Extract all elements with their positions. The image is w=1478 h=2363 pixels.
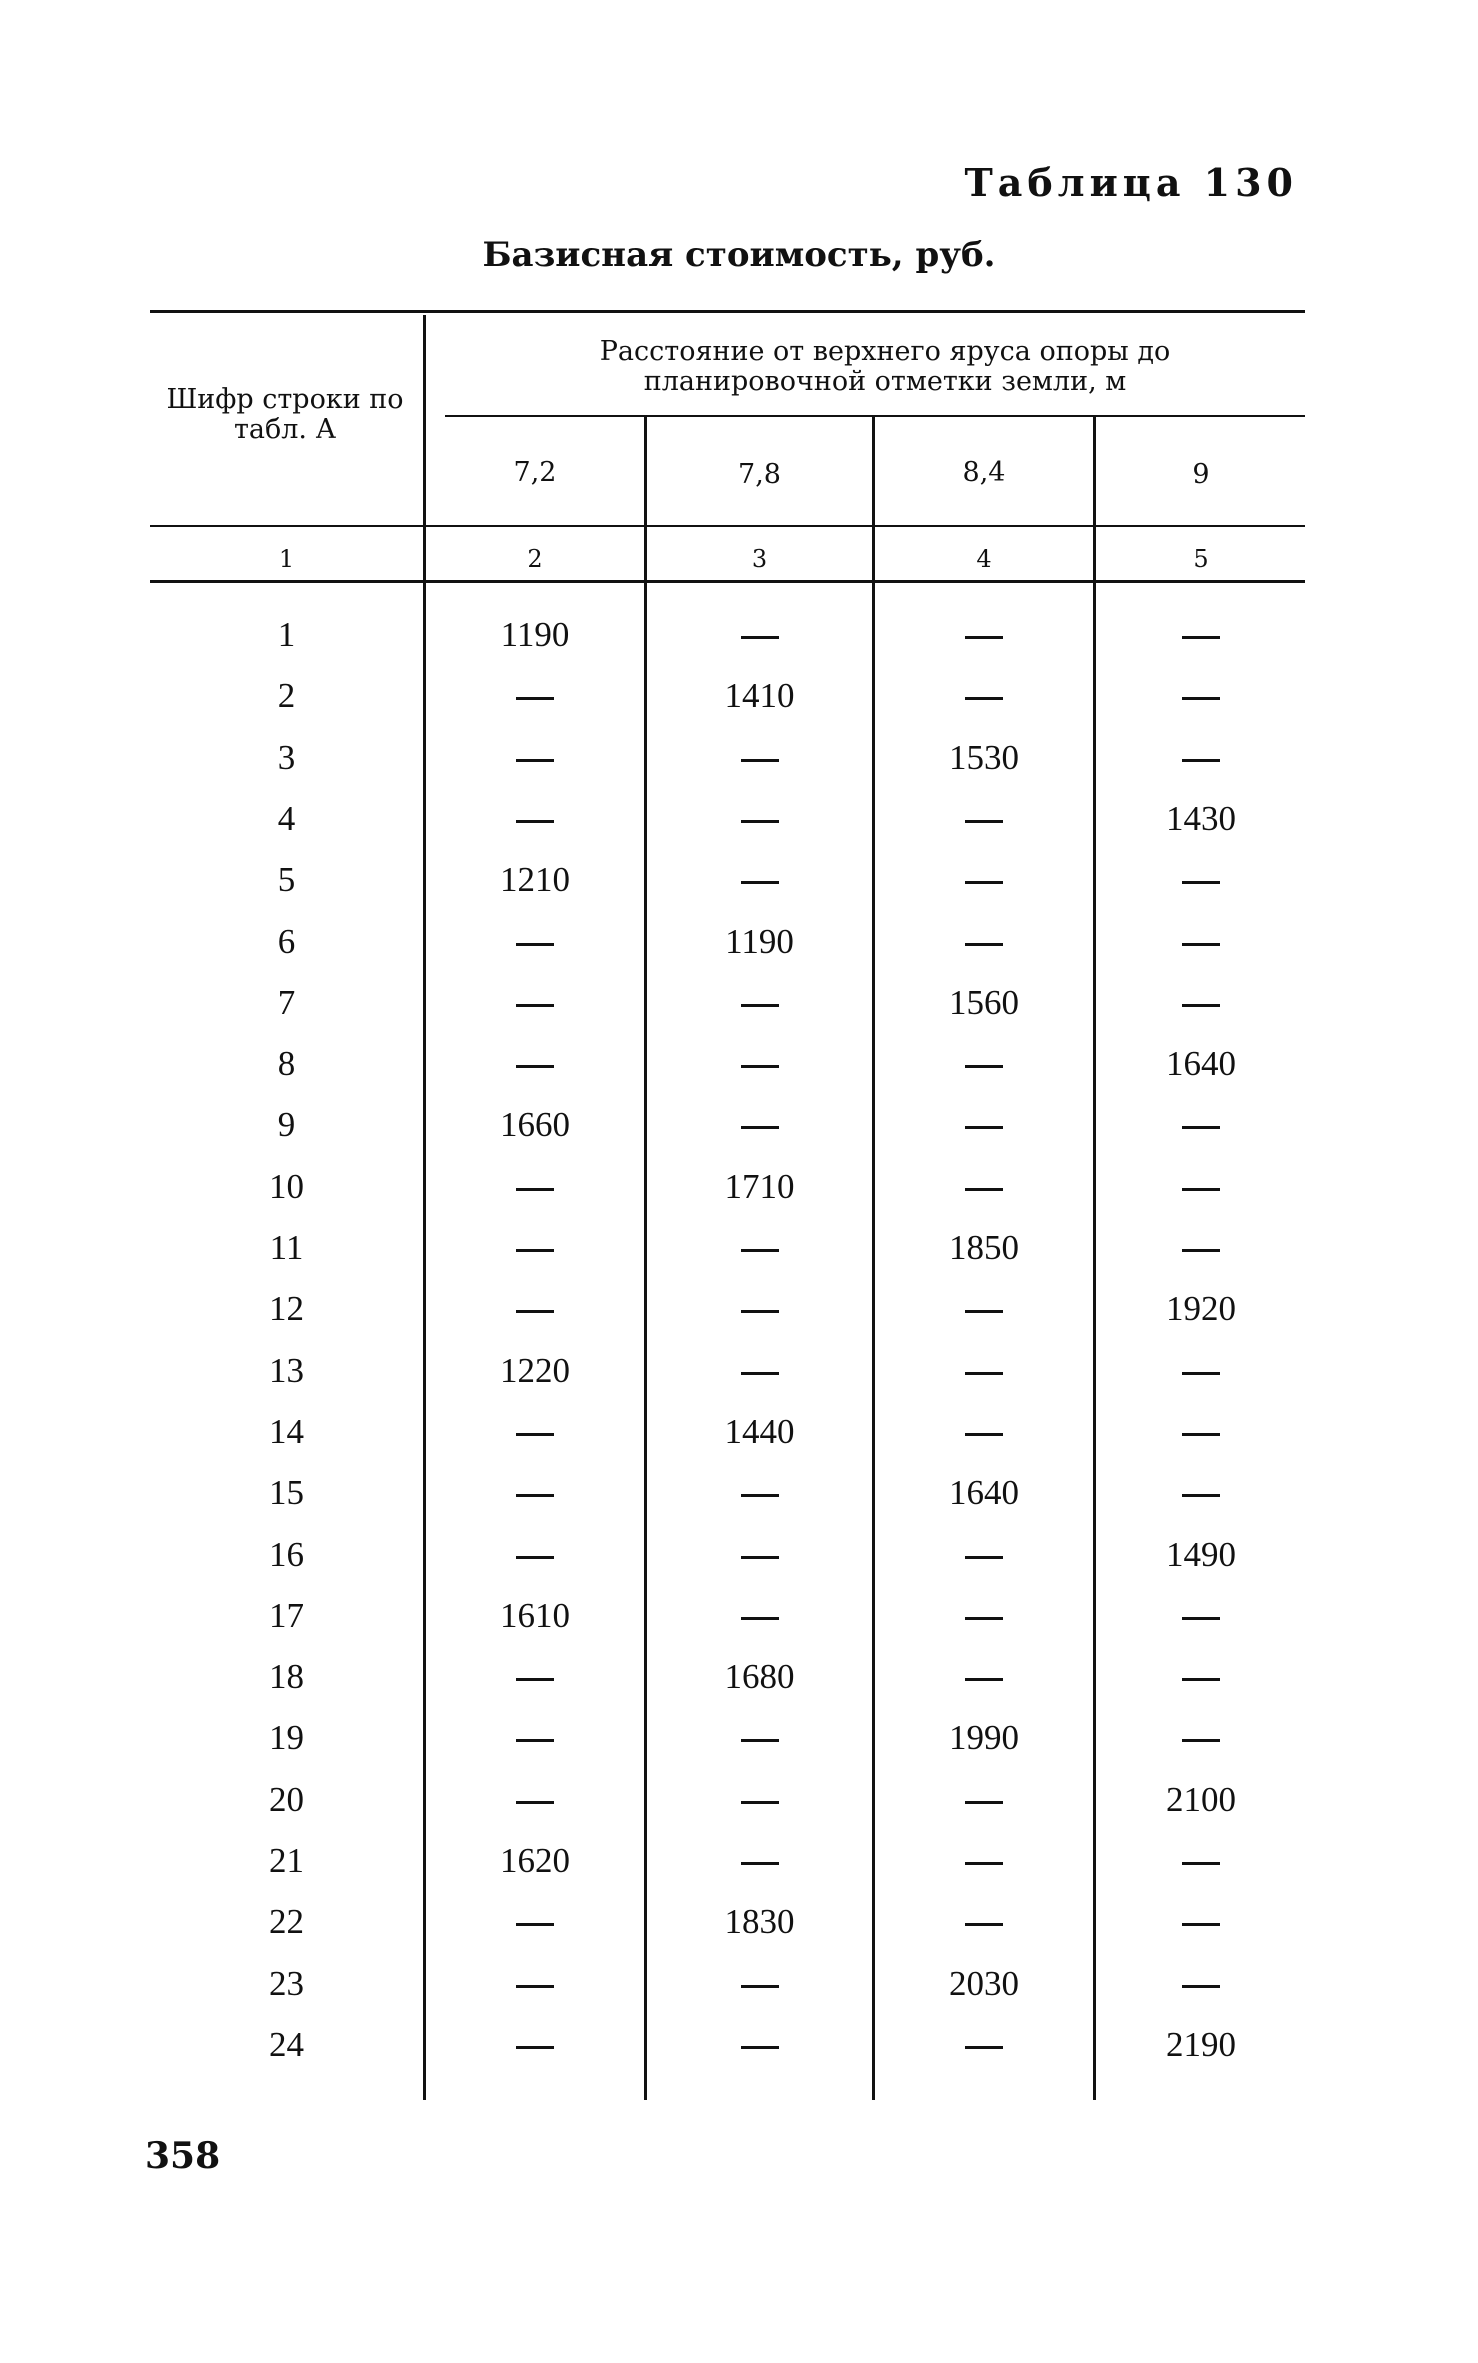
empty-dash-cell xyxy=(1096,1954,1306,2014)
dash-mark xyxy=(965,881,1003,884)
column-number: 5 xyxy=(1193,545,1209,573)
empty-dash-cell xyxy=(426,1402,644,1462)
dash-mark xyxy=(1182,943,1220,946)
empty-dash-cell xyxy=(647,1279,872,1339)
dash-mark xyxy=(741,759,779,762)
empty-dash-cell xyxy=(875,1402,1093,1462)
row-code-cell: 3 xyxy=(277,738,296,777)
empty-dash-cell xyxy=(875,605,1093,665)
row-code-cell: 12 xyxy=(269,1289,304,1328)
header-bottom-rule xyxy=(150,525,1305,527)
empty-dash-cell xyxy=(426,1279,644,1339)
empty-dash-cell xyxy=(875,2015,1093,2075)
dash-mark xyxy=(741,1739,779,1742)
empty-dash-cell xyxy=(426,1708,644,1768)
distance-header: 9 xyxy=(1192,459,1210,490)
dash-mark xyxy=(1182,881,1220,884)
column-number: 4 xyxy=(976,545,992,573)
empty-dash-cell xyxy=(647,1095,872,1155)
cost-value-cell: 1430 xyxy=(1166,799,1236,838)
empty-dash-cell xyxy=(1096,1341,1306,1401)
dash-mark xyxy=(516,1923,554,1926)
cost-value-cell: 1410 xyxy=(724,676,795,715)
dash-mark xyxy=(1182,1923,1220,1926)
distance-header: 7,8 xyxy=(738,459,781,490)
dash-mark xyxy=(965,943,1003,946)
cost-value-cell: 1610 xyxy=(500,1596,570,1635)
empty-dash-cell xyxy=(647,2015,872,2075)
dash-mark xyxy=(516,1556,554,1559)
group-header-rule xyxy=(445,415,1305,417)
distance-header: 7,2 xyxy=(513,457,557,488)
dash-mark xyxy=(965,1923,1003,1926)
cost-value-cell: 1640 xyxy=(949,1473,1019,1512)
empty-dash-cell xyxy=(1096,1095,1306,1155)
empty-dash-cell xyxy=(875,1157,1093,1217)
row-code-cell: 11 xyxy=(269,1228,304,1267)
empty-dash-cell xyxy=(1096,1647,1306,1707)
empty-dash-cell xyxy=(1096,1402,1306,1462)
empty-dash-cell xyxy=(426,1525,644,1585)
empty-dash-cell xyxy=(875,850,1093,910)
dash-mark xyxy=(965,1801,1003,1804)
empty-dash-cell xyxy=(1096,912,1306,972)
dash-mark xyxy=(741,1126,779,1129)
empty-dash-cell xyxy=(1096,850,1306,910)
dash-mark xyxy=(965,697,1003,700)
empty-dash-cell xyxy=(647,1034,872,1094)
empty-dash-cell xyxy=(647,850,872,910)
empty-dash-cell xyxy=(426,1218,644,1278)
row-code-cell: 18 xyxy=(269,1657,304,1696)
dash-mark xyxy=(741,1617,779,1620)
empty-dash-cell xyxy=(426,1954,644,2014)
table-label: Таблица 130 xyxy=(964,160,1298,205)
empty-dash-cell xyxy=(875,1095,1093,1155)
dash-mark xyxy=(1182,1985,1220,1988)
dash-mark xyxy=(1182,1249,1220,1252)
dash-mark xyxy=(516,1065,554,1068)
row-code-cell: 8 xyxy=(277,1044,296,1083)
cost-value-cell: 1530 xyxy=(949,738,1019,777)
dash-mark xyxy=(965,1617,1003,1620)
dash-mark xyxy=(965,1862,1003,1865)
dash-mark xyxy=(965,1065,1003,1068)
row-code-cell: 15 xyxy=(269,1473,304,1512)
dash-mark xyxy=(741,1494,779,1497)
row-code-cell: 9 xyxy=(277,1105,296,1144)
dash-mark xyxy=(965,1433,1003,1436)
dash-mark xyxy=(516,1678,554,1681)
row-code-cell: 17 xyxy=(269,1596,304,1635)
dash-mark xyxy=(516,1433,554,1436)
dash-mark xyxy=(516,1494,554,1497)
empty-dash-cell xyxy=(1096,1831,1306,1891)
empty-dash-cell xyxy=(647,605,872,665)
dash-mark xyxy=(965,1126,1003,1129)
empty-dash-cell xyxy=(426,1770,644,1830)
column-number: 2 xyxy=(527,545,543,573)
empty-dash-cell xyxy=(426,973,644,1033)
dash-mark xyxy=(965,1310,1003,1313)
dash-mark xyxy=(516,759,554,762)
row-code-cell: 4 xyxy=(277,799,296,838)
dash-mark xyxy=(965,1188,1003,1191)
distance-group-header: Расстояние от верхнего яруса опоры до планировочной отметки земли, м xyxy=(599,336,1171,397)
dash-mark xyxy=(516,1310,554,1313)
empty-dash-cell xyxy=(426,666,644,726)
empty-dash-cell xyxy=(875,1770,1093,1830)
row-code-cell: 23 xyxy=(269,1964,304,2003)
empty-dash-cell xyxy=(647,1463,872,1523)
dash-mark xyxy=(1182,1862,1220,1865)
cost-value-cell: 1990 xyxy=(949,1718,1019,1757)
dash-mark xyxy=(741,636,779,639)
empty-dash-cell xyxy=(426,1463,644,1523)
cost-value-cell: 2030 xyxy=(949,1964,1019,2003)
row-code-cell: 5 xyxy=(277,860,296,899)
dash-mark xyxy=(1182,1372,1220,1375)
dash-mark xyxy=(965,820,1003,823)
empty-dash-cell xyxy=(647,1218,872,1278)
row-code-cell: 16 xyxy=(269,1535,304,1574)
empty-dash-cell xyxy=(875,1586,1093,1646)
cost-value-cell: 1190 xyxy=(500,615,570,654)
dash-mark xyxy=(1182,636,1220,639)
cost-value-cell: 1710 xyxy=(724,1167,795,1206)
empty-dash-cell xyxy=(647,1831,872,1891)
row-code-header: Шифр строки по табл. А xyxy=(166,384,404,445)
dash-mark xyxy=(965,1556,1003,1559)
empty-dash-cell xyxy=(875,789,1093,849)
row-code-cell: 1 xyxy=(277,615,296,654)
empty-dash-cell xyxy=(426,728,644,788)
empty-dash-cell xyxy=(647,1770,872,1830)
row-code-cell: 7 xyxy=(277,983,296,1022)
empty-dash-cell xyxy=(647,1954,872,2014)
row-code-cell: 20 xyxy=(269,1780,304,1819)
row-code-cell: 19 xyxy=(269,1718,304,1757)
dash-mark xyxy=(741,820,779,823)
cost-value-cell: 1210 xyxy=(500,860,570,899)
dash-mark xyxy=(516,943,554,946)
dash-mark xyxy=(516,820,554,823)
row-code-cell: 14 xyxy=(269,1412,304,1451)
empty-dash-cell xyxy=(426,789,644,849)
cost-value-cell: 1830 xyxy=(724,1902,795,1941)
empty-dash-cell xyxy=(647,1525,872,1585)
row-code-cell: 21 xyxy=(269,1841,304,1880)
dash-mark xyxy=(1182,1188,1220,1191)
empty-dash-cell xyxy=(875,1279,1093,1339)
table-top-rule xyxy=(150,310,1305,313)
cost-value-cell: 1680 xyxy=(724,1657,795,1696)
column-number: 1 xyxy=(278,545,295,573)
dash-mark xyxy=(741,1862,779,1865)
cost-value-cell: 1920 xyxy=(1166,1289,1236,1328)
page-number: 358 xyxy=(145,2135,221,2177)
empty-dash-cell xyxy=(1096,666,1306,726)
dash-mark xyxy=(516,697,554,700)
dash-mark xyxy=(741,1556,779,1559)
dash-mark xyxy=(516,1249,554,1252)
column-number: 3 xyxy=(751,545,768,573)
row-code-cell: 10 xyxy=(269,1167,304,1206)
cost-value-cell: 1190 xyxy=(725,922,794,961)
dash-mark xyxy=(1182,1617,1220,1620)
empty-dash-cell xyxy=(647,1586,872,1646)
dash-mark xyxy=(516,1801,554,1804)
empty-dash-cell xyxy=(426,1892,644,1952)
dash-mark xyxy=(741,1004,779,1007)
empty-dash-cell xyxy=(875,1034,1093,1094)
empty-dash-cell xyxy=(1096,1218,1306,1278)
dash-mark xyxy=(741,1985,779,1988)
dash-mark xyxy=(965,636,1003,639)
dash-mark xyxy=(741,1065,779,1068)
distance-header: 8,4 xyxy=(962,457,1006,488)
dash-mark xyxy=(516,1739,554,1742)
dash-mark xyxy=(741,1310,779,1313)
empty-dash-cell xyxy=(426,1647,644,1707)
column-numbers-rule xyxy=(150,580,1305,583)
empty-dash-cell xyxy=(875,912,1093,972)
cost-value-cell: 1640 xyxy=(1166,1044,1236,1083)
empty-dash-cell xyxy=(1096,1708,1306,1768)
empty-dash-cell xyxy=(647,1341,872,1401)
empty-dash-cell xyxy=(875,1831,1093,1891)
empty-dash-cell xyxy=(647,1708,872,1768)
dash-mark xyxy=(741,881,779,884)
dash-mark xyxy=(741,1801,779,1804)
dash-mark xyxy=(965,1372,1003,1375)
dash-mark xyxy=(741,1249,779,1252)
dash-mark xyxy=(1182,697,1220,700)
dash-mark xyxy=(1182,1004,1220,1007)
empty-dash-cell xyxy=(647,728,872,788)
dash-mark xyxy=(1182,1494,1220,1497)
dash-mark xyxy=(516,1985,554,1988)
cost-value-cell: 1850 xyxy=(949,1228,1019,1267)
cost-value-cell: 1220 xyxy=(500,1351,570,1390)
empty-dash-cell xyxy=(1096,728,1306,788)
empty-dash-cell xyxy=(426,2015,644,2075)
empty-dash-cell xyxy=(875,1647,1093,1707)
dash-mark xyxy=(965,1678,1003,1681)
dash-mark xyxy=(741,1372,779,1375)
row-code-cell: 13 xyxy=(269,1351,304,1390)
empty-dash-cell xyxy=(426,1157,644,1217)
cost-value-cell: 1560 xyxy=(949,983,1019,1022)
empty-dash-cell xyxy=(647,973,872,1033)
cost-value-cell: 1660 xyxy=(500,1105,570,1144)
empty-dash-cell xyxy=(875,1525,1093,1585)
cost-value-cell: 1440 xyxy=(724,1412,795,1451)
cost-value-cell: 2100 xyxy=(1166,1780,1236,1819)
empty-dash-cell xyxy=(1096,1463,1306,1523)
page-title: Базисная стоимость, руб. xyxy=(482,235,996,275)
dash-mark xyxy=(1182,1678,1220,1681)
empty-dash-cell xyxy=(1096,605,1306,665)
dash-mark xyxy=(516,1188,554,1191)
dash-mark xyxy=(516,2046,554,2049)
dash-mark xyxy=(1182,1739,1220,1742)
empty-dash-cell xyxy=(1096,1157,1306,1217)
empty-dash-cell xyxy=(1096,973,1306,1033)
empty-dash-cell xyxy=(875,1892,1093,1952)
row-code-cell: 24 xyxy=(269,2025,304,2064)
empty-dash-cell xyxy=(426,912,644,972)
empty-dash-cell xyxy=(647,789,872,849)
empty-dash-cell xyxy=(875,666,1093,726)
dash-mark xyxy=(741,2046,779,2049)
dash-mark xyxy=(1182,759,1220,762)
empty-dash-cell xyxy=(875,1341,1093,1401)
empty-dash-cell xyxy=(1096,1586,1306,1646)
cost-value-cell: 1490 xyxy=(1166,1535,1236,1574)
empty-dash-cell xyxy=(426,1034,644,1094)
row-code-cell: 22 xyxy=(269,1902,304,1941)
cost-value-cell: 1620 xyxy=(500,1841,570,1880)
dash-mark xyxy=(965,2046,1003,2049)
empty-dash-cell xyxy=(1096,1892,1306,1952)
row-code-cell: 2 xyxy=(277,676,296,715)
cost-value-cell: 2190 xyxy=(1166,2025,1236,2064)
row-code-cell: 6 xyxy=(277,922,296,961)
dash-mark xyxy=(1182,1433,1220,1436)
dash-mark xyxy=(516,1004,554,1007)
dash-mark xyxy=(1182,1126,1220,1129)
